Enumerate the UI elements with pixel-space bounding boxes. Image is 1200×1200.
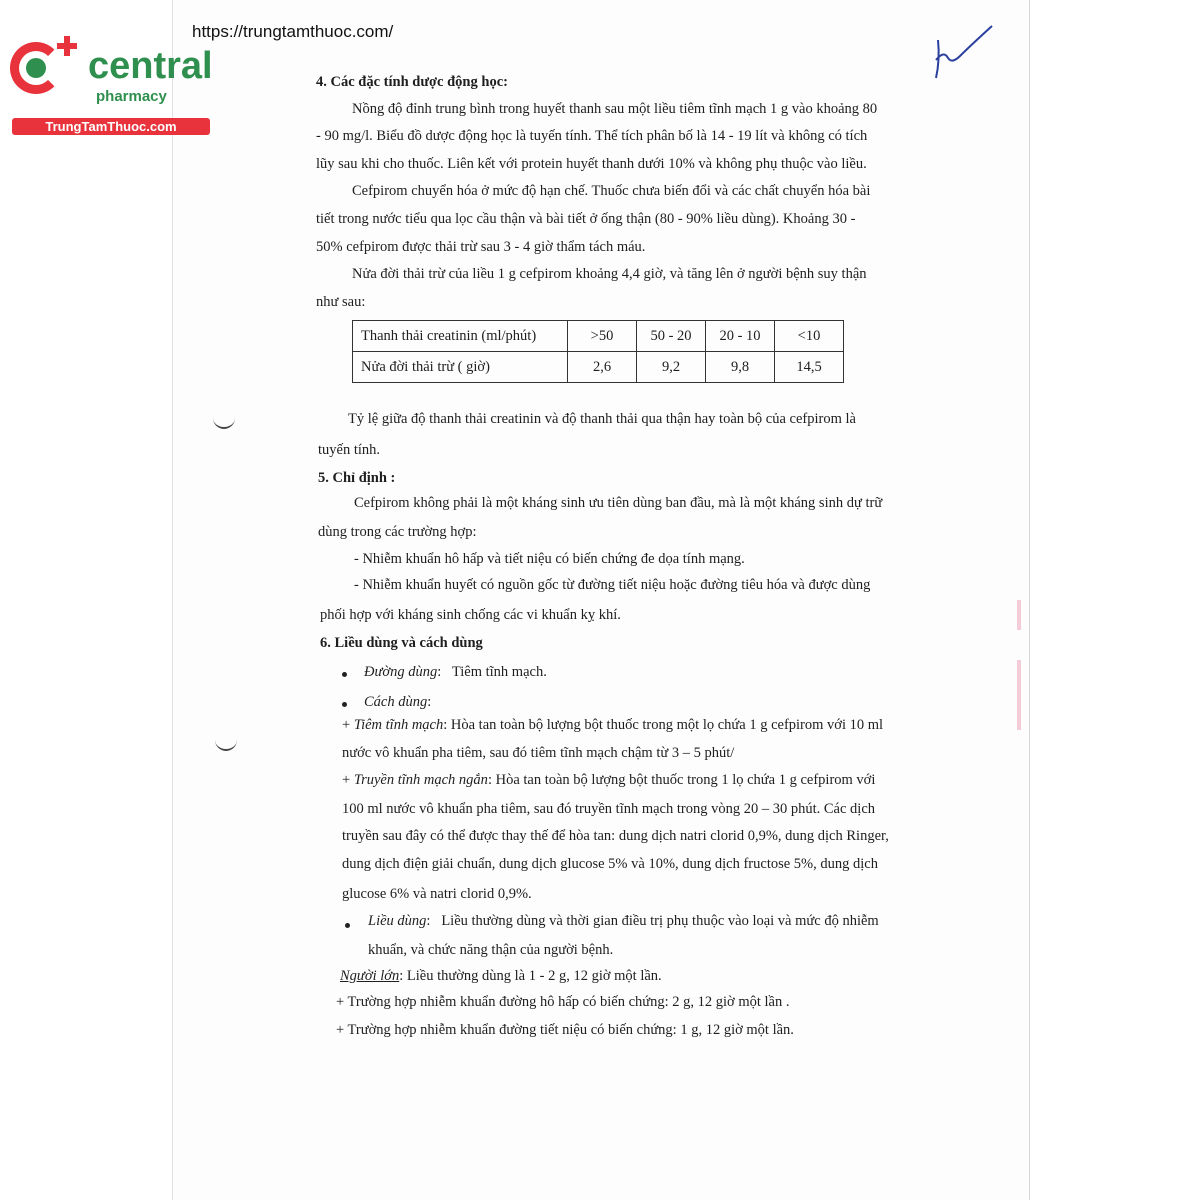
paragraph-line: - Nhiễm khuẩn hô hấp và tiết niệu có biến chứng đe dọa tính mạng. <box>354 551 745 567</box>
paragraph-line: nước vô khuẩn pha tiêm, sau đó tiêm tĩnh mạch chậm từ 3 – 5 phút/ <box>342 745 735 761</box>
section-4-heading: 4. Các đặc tính dược động học: <box>316 74 508 90</box>
table-cell: 50 - 20 <box>637 321 706 352</box>
scan-mark <box>1017 660 1021 730</box>
paragraph-line: lũy sau khi cho thuốc. Liên kết với protein huyết thanh dưới 10% và không phụ thuộc vào liều. <box>316 156 867 172</box>
source-url: https://trungtamthuoc.com/ <box>192 22 394 41</box>
route-value: Tiêm tĩnh mạch. <box>451 664 547 680</box>
paragraph-line: dung dịch điện giải chuẩn, dung dịch glucose 5% và 10%, dung dịch fructose 5%, dung dịch <box>342 856 878 872</box>
adult-dose-line: Người lớn: Liều thường dùng là 1 - 2 g, 12 giờ một lần. <box>340 968 662 984</box>
route-line: Đường dùng: Tiêm tĩnh mạch. <box>364 664 547 680</box>
route-label: Đường dùng <box>364 664 438 680</box>
paragraph-line: Cefpirom chuyển hóa ở mức độ hạn chế. Thuốc chưa biến đổi và các chất chuyển hóa bài <box>352 183 871 199</box>
paragraph-line: 50% cefpirom được thải trừ sau 3 - 4 giờ thẩm tách máu. <box>316 239 646 255</box>
paragraph-line: Tỷ lệ giữa độ thanh thải creatinin và độ thanh thải qua thận hay toàn bộ của cefpirom là <box>348 411 856 427</box>
table-cell: 20 - 10 <box>706 321 775 352</box>
paragraph-line: glucose 6% và natri clorid 0,9%. <box>342 886 532 902</box>
signature-mark <box>930 20 1000 82</box>
infusion-line: + Truyền tĩnh mạch ngắn: Hòa tan toàn bộ lượng bột thuốc trong 1 lọ chứa 1 g cefpirom với <box>342 772 876 788</box>
table-cell: 14,5 <box>775 352 844 383</box>
case-line: + Trường hợp nhiễm khuẩn đường hô hấp có biến chứng: 2 g, 12 giờ một lần . <box>336 994 790 1010</box>
paragraph-line: 100 ml nước vô khuẩn pha tiêm, sau đó truyền tĩnh mạch trong vòng 20 – 30 phút. Các dịch <box>342 801 876 817</box>
document-page <box>172 0 1030 1200</box>
case-line: + Trường hợp nhiễm khuẩn đường tiết niệu có biến chứng: 1 g, 12 giờ một lần. <box>336 1022 794 1038</box>
paragraph-line: phối hợp với kháng sinh chống các vi khuẩn kỵ khí. <box>320 607 621 623</box>
brand-site-bar: TrungTamThuoc.com <box>12 118 210 135</box>
half-life-table <box>352 320 844 383</box>
table-row <box>353 321 844 352</box>
method-label: Cách dùng <box>364 694 428 710</box>
iv-line: + Tiêm tĩnh mạch: Hòa tan toàn bộ lượng bột thuốc trong một lọ chứa 1 g cefpirom với 10 ml <box>342 717 884 733</box>
table-cell: 9,8 <box>706 352 775 383</box>
adult-label: Người lớn <box>340 968 400 984</box>
paragraph-line: - 90 mg/l. Biểu đồ dược động học là tuyến tính. Thể tích phân bố là 14 - 19 lít và không có tích <box>316 128 868 144</box>
table-cell: <10 <box>775 321 844 352</box>
paragraph-line: Cefpirom không phải là một kháng sinh ưu tiên dùng ban đầu, mà là một kháng sinh dự trữ <box>354 495 883 511</box>
table-cell: 2,6 <box>568 352 637 383</box>
method-line: Cách dùng: <box>364 694 432 710</box>
dose-line: Liều dùng: Liều thường dùng và thời gian điều trị phụ thuộc vào loại và mức độ nhiễm <box>368 913 879 929</box>
paragraph-line: truyền sau đây có thể được thay thế để hòa tan: dung dịch natri clorid 0,9%, dung dịch Ringer, <box>342 828 889 844</box>
paragraph-line: dùng trong các trường hợp: <box>318 524 477 540</box>
paragraph-line: khuẩn, và chức năng thận của người bệnh. <box>368 942 614 958</box>
central-pharmacy-logo <box>10 36 215 136</box>
table-cell: Nửa đời thải trừ ( giờ) <box>353 352 568 383</box>
bullet-icon <box>342 702 347 707</box>
table-cell: 9,2 <box>637 352 706 383</box>
bullet-icon <box>345 923 350 928</box>
paragraph-line: như sau: <box>316 294 366 310</box>
bullet-icon <box>342 672 347 677</box>
paragraph-line: Nồng độ đỉnh trung bình trong huyết thanh sau một liều tiêm tĩnh mạch 1 g vào khoảng 80 <box>352 101 878 117</box>
paragraph-line: tuyến tính. <box>318 442 381 458</box>
table-row <box>353 352 844 383</box>
infusion-label: Truyền tĩnh mạch ngắn <box>353 772 488 788</box>
iv-label: Tiêm tĩnh mạch <box>353 717 444 733</box>
logo-dot-icon <box>26 58 46 78</box>
scan-mark <box>1017 600 1021 630</box>
paragraph-line: tiết trong nước tiểu qua lọc cầu thận và bài tiết ở ống thận (80 - 90% liều dùng). Khoảng 30 - <box>316 211 856 227</box>
table-cell: Thanh thải creatinin (ml/phút) <box>353 321 568 352</box>
brand-name: central <box>88 45 213 87</box>
paragraph-line: - Nhiễm khuẩn huyết có nguồn gốc từ đường tiết niệu hoặc đường tiêu hóa và được dùng <box>354 577 871 593</box>
paragraph-line: Nửa đời thải trừ của liều 1 g cefpirom khoảng 4,4 giờ, và tăng lên ở người bệnh suy thận <box>352 266 867 282</box>
dose-label: Liều dùng <box>368 913 427 929</box>
brand-subtitle: pharmacy <box>96 88 167 105</box>
section-5-heading: 5. Chỉ định : <box>318 470 396 486</box>
section-6-heading: 6. Liều dùng và cách dùng <box>320 635 483 651</box>
table-cell: >50 <box>568 321 637 352</box>
